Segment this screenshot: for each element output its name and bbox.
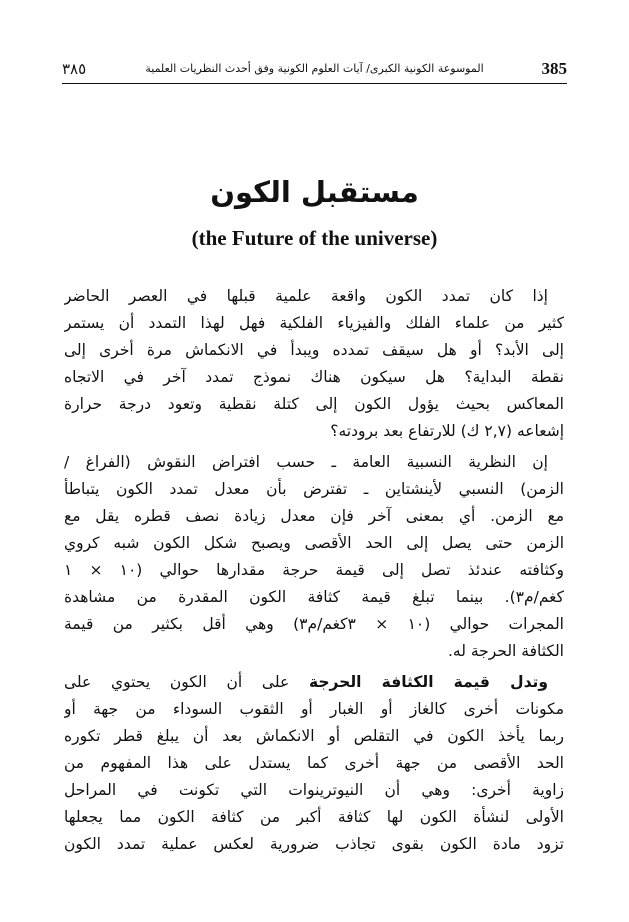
text-line: المعاكس بحيث يؤول الكون إلى كتلة نقطية وتعود درجة حرارة (64, 395, 564, 413)
running-title: الموسوعة الكونية الكبرى/ آيات العلوم الكونية وفق أحدث النظريات العلمية (145, 62, 484, 75)
text-line: المجرات حوالي (١٠ × ٣كغم/م٣) وهي أقل بكثير من قيمة (64, 615, 564, 633)
text-line: وكثافته عندئذ تصل إلى قيمة حرجة مقدارها حوالي (١٠ × ١ (64, 561, 564, 579)
page-header (62, 58, 567, 84)
text-line: مكونات أخرى كالغاز أو الغبار أو الثقوب السوداء من جهة أو (64, 700, 564, 718)
text-line: نقطة البداية؟ هل سيكون هناك نموذج تمدد آخر في الاتجاه (64, 368, 564, 386)
text-line: إذا كان تمدد الكون واقعة علمية قبلها في العصر الحاضر (64, 287, 548, 305)
text-line: إشعاعه (٢,٧ ك) للارتفاع بعد برودته؟ (330, 422, 564, 440)
text-line: ربما يأخذ الكون في التقلص أو الانكماش بعد أن يبلغ قطر تكوره (64, 727, 564, 745)
bold-lead-phrase: وتدل قيمة الكثافة الحرجة (308, 673, 548, 691)
header-rule (62, 83, 567, 84)
text-line: تزود مادة الكون بقوى تجاذب ضرورية لعكس عملية تمدد الكون (64, 835, 564, 853)
text-line: إن النظرية النسبية العامة ـ حسب افتراض النقوش (الفراغ / (64, 453, 548, 471)
first-line-rest: على أن الكون يحتوي على (64, 673, 290, 691)
text-line: زاوية أخرى: وهي أن النيوترينوات التي تكونت في المراحل (64, 781, 564, 799)
text-line: كثير من علماء الفلك والفيزياء الفلكية فهل لهذا التمدد أن يستمر (64, 314, 564, 332)
text-line: الزمن) النسبي لأينشتاين ـ تفترض بأن معدل تمدد الكون يتباطأ (64, 480, 564, 498)
text-line: إلى الأبد؟ أو هل سيقف تمدده ويبدأ في الانكماش مرة أخرى إلى (64, 341, 564, 359)
page-number-latin: 385 (541, 59, 567, 78)
text-line: الحد الأقصى من جهة أخرى كما يستدل على هذا المفهوم من (64, 754, 564, 772)
body-text (64, 283, 564, 858)
chapter-title-english: (the Future of the universe) (191, 226, 438, 250)
text-line: كغم/م٣). بينما تبلغ قيمة كثافة الكون المقدرة من مشاهدة (64, 588, 564, 606)
text-line: الزمن حتى يصل إلى الحد الأقصى ويصبح شكل الكون شبه كروي (64, 534, 564, 552)
text-line: الأولى لنشأة الكون لها كثافة أكبر من كثافة الكون مما يجعلها (64, 808, 564, 826)
text-line: الكثافة الحرجة له. (447, 642, 564, 660)
chapter-title-arabic: مستقبل الكون (210, 175, 419, 209)
page-number-arabic: ٣٨٥ (62, 60, 87, 78)
text-line (64, 669, 564, 696)
text-line: مع الزمن. أي بمعنى آخر فإن معدل زيادة نصف قطره يقل مع (64, 507, 564, 525)
